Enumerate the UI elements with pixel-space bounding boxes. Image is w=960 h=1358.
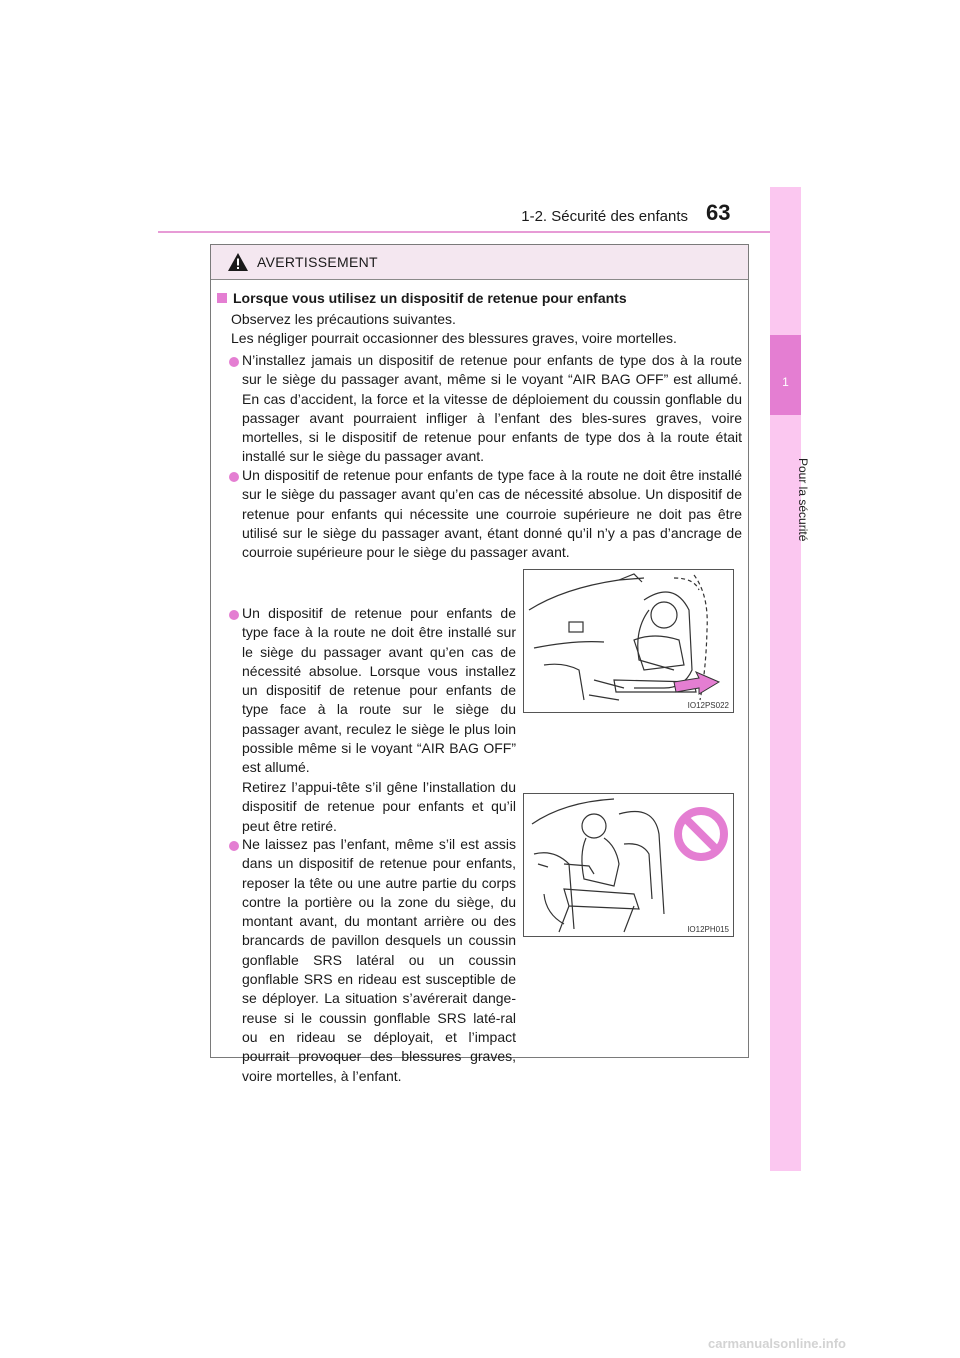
child-seat-illustration xyxy=(524,570,733,712)
intro-line-1: Observez les précautions suivantes. xyxy=(231,311,456,327)
bullet-1-text: N’installez jamais un dispositif de retenue pour enfants de type dos à la route sur le siège du passager avant, même si le voyant “AIR BAG OFF” est allumé. En cas d’accident, la force et la vitesse de déploiement du coussin gonflable du passager avant pourraient infliger à l’enfant des bles-sures graves, voire mortelles, si le dispositif de retenue pour enfants de type dos à la route était installé sur le siège du passager avant. xyxy=(242,352,742,465)
chapter-label xyxy=(760,420,810,580)
bullet-icon xyxy=(229,472,239,482)
intro-line-2: Les négliger pourrait occasionner des blessures graves, voire mortelles. xyxy=(231,330,677,346)
warning-triangle-icon xyxy=(227,252,249,272)
bullet-4-text: Ne laissez pas l’enfant, même s’il est assis dans un dispositif de retenue pour enfants, reposer la tête ou une autre partie du corps contre la portière ou la zone du siège, du montant avant, du montant arrière ou des brancards de pavillon desquels un coussin gonflable SRS latéral ou un coussin gonflable SRS en rideau est susceptible de se déployer. La situation s’avérerait dange-reuse si le coussin gonflable SRS laté-ral ou en rideau se déployait, et l’impact pourrait provoquer des blessures graves, voire mortelles, à l’enfant. xyxy=(242,836,516,1084)
bullet-3-text: Un dispositif de retenue pour enfants de type face à la route ne doit être installé sur le siège du passager avant qu’en cas de nécessité absolue. Lorsque vous installez un dispositif de retenue pour enfants de type face à la route sur le siège du passager avant, reculez le siège le plus loin possible même si le voyant “AIR BAG OFF” est allumé. xyxy=(242,605,516,776)
figure-child-leaning xyxy=(523,793,734,937)
bullet-icon xyxy=(229,841,239,851)
warning-content xyxy=(211,279,748,1084)
square-bullet-icon xyxy=(217,293,227,303)
figure-code: IO12PH015 xyxy=(687,925,729,934)
figure-code: IO12PS022 xyxy=(687,701,729,710)
bullet-3-text-2: Retirez l’appui-tête s’il gêne l’installation du dispositif de retenue pour enfants et qu’il peut être retiré. xyxy=(242,779,516,834)
section-title: 1-2. Sécurité des enfants xyxy=(521,208,688,225)
watermark: carmanualsonline.info xyxy=(708,1336,846,1351)
page-number: 63 xyxy=(706,200,731,225)
chapter-number: 1 xyxy=(782,375,789,389)
warning-box xyxy=(210,244,749,1084)
bullet-icon xyxy=(229,610,239,620)
prohibition-icon xyxy=(678,811,724,857)
header-rule xyxy=(158,231,800,233)
warning-header xyxy=(211,245,748,280)
bullet-icon xyxy=(229,357,239,367)
chapter-label-text: Pour la sécurité xyxy=(796,458,810,542)
bullet-2-text: Un dispositif de retenue pour enfants de type face à la route ne doit être installé sur le siège du passager avant qu’en cas de nécessité absolue. Un dispositif de retenue pour enfants qui nécessite une courroie supérieure ne doit pas être utilisé sur le siège du passager avant, étant donné qu’il n’y a pas d’ancrage de courroie supérieure pour le siège du passager avant. xyxy=(242,467,742,561)
child-leaning-illustration xyxy=(524,794,733,936)
warning-title: AVERTISSEMENT xyxy=(257,254,378,270)
figure-forward-facing-seat xyxy=(523,569,734,713)
warning-heading-text: Lorsque vous utilisez un dispositif de retenue pour enfants xyxy=(233,290,627,306)
warning-heading xyxy=(217,289,627,308)
